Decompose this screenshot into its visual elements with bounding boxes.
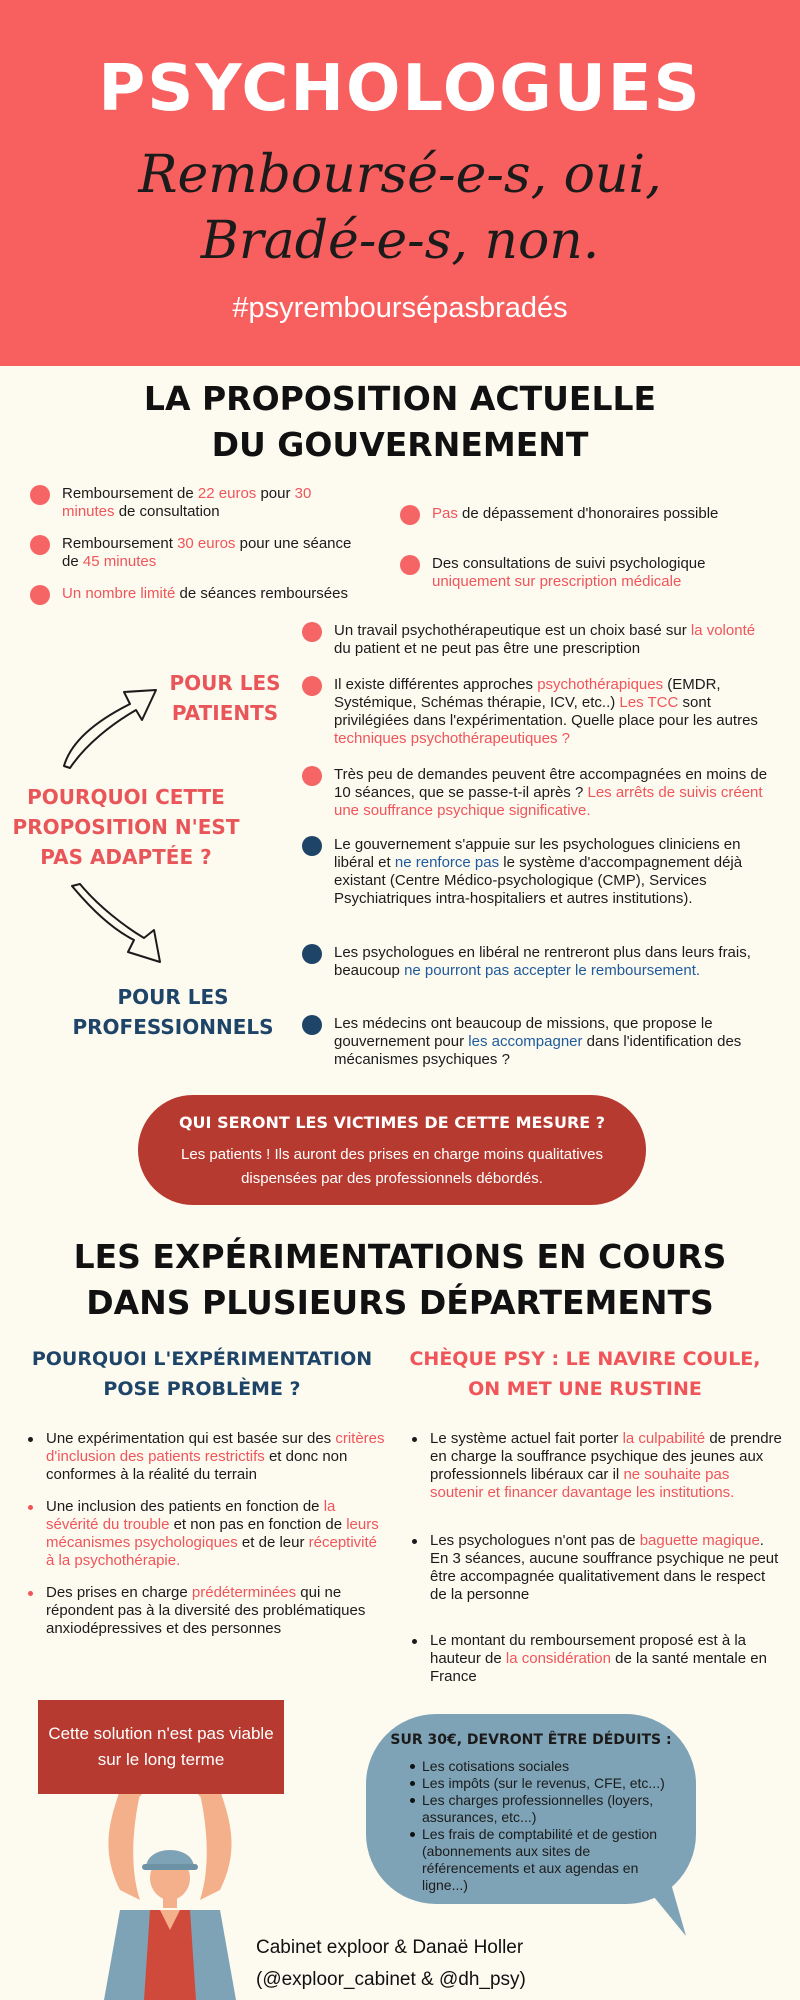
proposal-item-1: Remboursement de 22 euros pour 30 minutes de consultation xyxy=(30,485,360,521)
victims-callout xyxy=(138,1095,646,1205)
main-title: PSYCHOLOGUES xyxy=(98,52,702,126)
experiment-problem-heading: POURQUOI L'EXPÉRIMENTATION POSE PROBLÈME ? xyxy=(31,1348,373,1400)
bullet-dot-icon xyxy=(302,836,322,856)
proposal-item-4: Pas de dépassement d'honoraires possible xyxy=(400,505,770,523)
cheque-point-2: Les psychologues n'ont pas de baguette magique. En 3 séances, aucune souffrance psychique ne peut être accompagnée qualitativement dans le respect de la personne xyxy=(412,1532,782,1604)
bullet-dot-icon xyxy=(400,505,420,525)
bullet-icon xyxy=(412,1437,417,1442)
header-banner xyxy=(0,0,800,366)
list-item: Les cotisations sociales xyxy=(410,1758,680,1775)
bullet-dot-icon xyxy=(302,1015,322,1035)
arrow-up-right-icon xyxy=(52,678,162,774)
cheque-point-1: Le système actuel fait porter la culpabilité de prendre en charge la souffrance psychique des jeunes aux professionnels libéraux car il ne souhaite pas soutenir et financer davantage les institutions. xyxy=(412,1430,782,1502)
bullet-dot-icon xyxy=(302,766,322,786)
deductions-bubble xyxy=(366,1714,696,1904)
patients-point-1: Un travail psychothérapeutique est un choix basé sur la volonté du patient et ne peut pas être une prescription xyxy=(302,622,772,658)
experiment-point-2: Une inclusion des patients en fonction de la sévérité du trouble et non pas en fonction de leurs mécanismes psychologiques et de leur réceptivité à la psychothérapie. xyxy=(28,1498,388,1570)
patients-point-3: Très peu de demandes peuvent être accompagnées en moins de 10 séances, que se passe-t-il après ? Les arrêts de suivis créent une souffrance psychique significative. xyxy=(302,766,772,820)
list-item: Les impôts (sur le revenus, CFE, etc...) xyxy=(410,1775,680,1792)
bullet-icon xyxy=(412,1639,417,1644)
list-item: Les frais de comptabilité et de gestion (abonnements aux sites de référencements et aux agendas en ligne...) xyxy=(410,1826,680,1894)
person-holding-sign-illustration xyxy=(60,1780,280,2000)
slogan-line-2: Bradé-e-s, non. xyxy=(200,211,600,271)
section2-title: LES EXPÉRIMENTATIONS EN COURS DANS PLUSIEURS DÉPARTEMENTS xyxy=(73,1237,727,1322)
patients-point-2: Il existe différentes approches psychothérapiques (EMDR, Systémique, Schémas thérapie, ICV, etc..) Les TCC sont privilégiées dans l'expérimentation. Quelle place pour les autres techniques psychothérapeutiques ? xyxy=(302,676,772,748)
slogan-line-1: Remboursé-e-s, oui, xyxy=(138,145,662,205)
script-slogan xyxy=(0,142,800,274)
hashtag: #psyremboursépasbradés xyxy=(232,292,568,324)
victims-body: Les patients ! Ils auront des prises en charge moins qualitatives dispensées par des professionnels débordés. xyxy=(181,1146,603,1187)
credits xyxy=(256,1932,526,1996)
cheque-psy-heading: CHÈQUE PSY : LE NAVIRE COULE, ON MET UNE RUSTINE xyxy=(409,1348,761,1400)
not-viable-sign: Cette solution n'est pas viable sur le long terme xyxy=(38,1700,284,1794)
credits-line-2: (@exploor_cabinet & @dh_psy) xyxy=(256,1969,526,1990)
proposal-item-3: Un nombre limité de séances remboursées xyxy=(30,585,360,603)
why-label: POURQUOI CETTE PROPOSITION N'EST PAS ADAPTÉE ? xyxy=(12,785,240,869)
bullet-icon xyxy=(28,1591,33,1596)
pros-point-2: Les psychologues en libéral ne rentreront plus dans leurs frais, beaucoup ne pourront pas accepter le remboursement. xyxy=(302,944,772,980)
bullet-icon xyxy=(28,1505,33,1510)
bullet-icon xyxy=(28,1437,33,1442)
bullet-dot-icon xyxy=(302,944,322,964)
experiment-point-3: Des prises en charge prédéterminées qui ne répondent pas à la diversité des problématiques anxiodépressives et des personnes xyxy=(28,1584,388,1638)
bullet-dot-icon xyxy=(400,555,420,575)
victims-title: QUI SERONT LES VICTIMES DE CETTE MESURE ? xyxy=(178,1113,606,1132)
patients-label: POUR LES PATIENTS xyxy=(169,671,281,725)
section1-title: LA PROPOSITION ACTUELLE DU GOUVERNEMENT xyxy=(143,379,657,464)
bullet-dot-icon xyxy=(30,485,50,505)
cheque-point-3: Le montant du remboursement proposé est à la hauteur de la considération de la santé mentale en France xyxy=(412,1632,782,1686)
deductions-list xyxy=(410,1758,680,1894)
bullet-dot-icon xyxy=(302,622,322,642)
professionals-label: POUR LES PROFESSIONNELS xyxy=(72,985,274,1039)
pros-point-1: Le gouvernement s'appuie sur les psychologues cliniciens en libéral et ne renforce pas le système d'accompagnement déjà existant (Centre Médico-psychologique (CMP), Services Psychiatriques intra-hospitaliers et autres institutions). xyxy=(302,836,772,908)
bullet-dot-icon xyxy=(302,676,322,696)
bullet-dot-icon xyxy=(30,535,50,555)
list-item: Les charges professionnelles (loyers, assurances, etc...) xyxy=(410,1792,680,1826)
pros-point-3: Les médecins ont beaucoup de missions, que propose le gouvernement pour les accompagner dans l'identification des mécanismes psychiques ? xyxy=(302,1015,772,1069)
proposal-item-5: Des consultations de suivi psychologique uniquement sur prescription médicale xyxy=(400,555,770,591)
experiment-point-1: Une expérimentation qui est basée sur des critères d'inclusion des patients restrictifs et donc non conformes à la réalité du terrain xyxy=(28,1430,388,1484)
proposal-item-2: Remboursement 30 euros pour une séance de 45 minutes xyxy=(30,535,360,571)
deductions-title: SUR 30€, DEVRONT ÊTRE DÉDUITS : xyxy=(390,1732,672,1748)
bullet-icon xyxy=(412,1539,417,1544)
credits-line-1: Cabinet exploor & Danaë Holler xyxy=(256,1937,524,1958)
arrow-down-right-icon xyxy=(66,880,166,972)
bullet-dot-icon xyxy=(30,585,50,605)
